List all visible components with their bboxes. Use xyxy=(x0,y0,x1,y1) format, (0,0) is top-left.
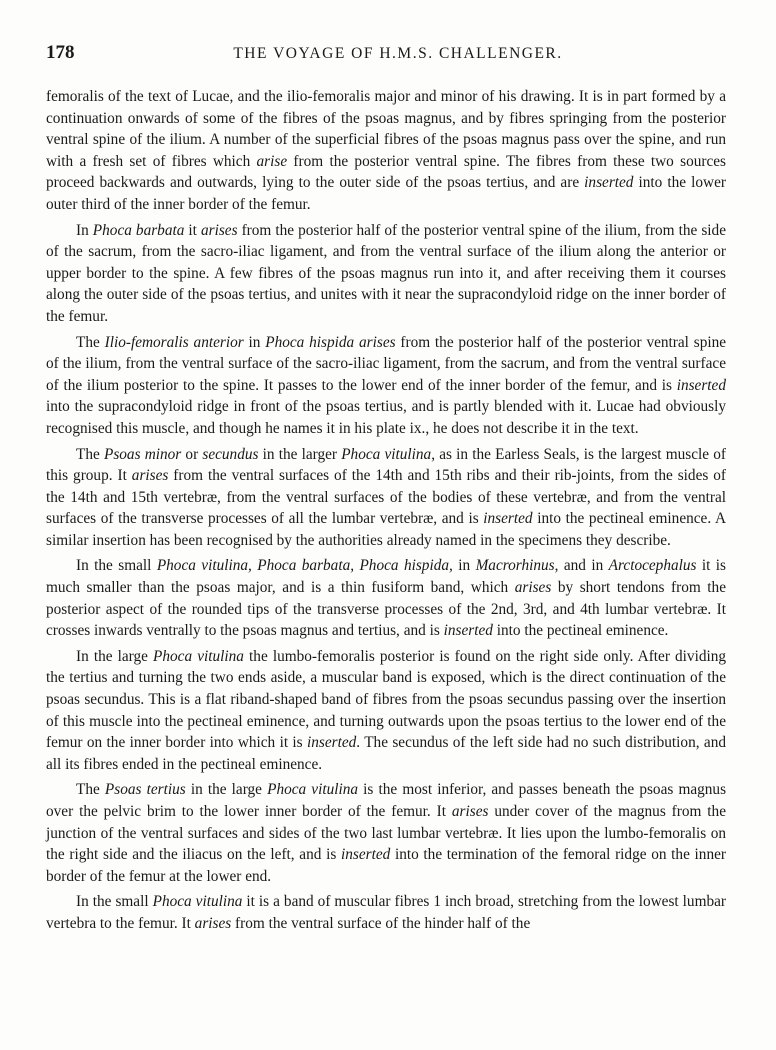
text-run: into the pectineal eminence. xyxy=(492,622,669,640)
italic-term: Phoca vitulina xyxy=(152,893,243,911)
text-run: femoralis of the text of Lucae, and the ilio-femoralis major and minor of his drawing. It is in part formed by a continuation onwards of some of the fibres of the psoas magnus, and by fibres springing from the posterior ventral spine of the ilium. A number of the superficial fibres of the psoas magnus pass over the spine, and run with a fresh set of fibres which xyxy=(46,88,726,170)
paragraph xyxy=(46,86,726,216)
text-run: The xyxy=(76,445,104,463)
text-run: . The secundus of the left side had no such distribution, and all its fibres ended in the pectineal eminence. xyxy=(46,734,726,773)
paragraph xyxy=(46,646,726,776)
paragraph xyxy=(46,891,726,934)
text-run: from the posterior ventral spine. The fibres from these two sources proceed backwards and outwards, lying to the outer side of the psoas tertius, and are xyxy=(46,152,726,192)
italic-term: arises xyxy=(200,221,238,239)
italic-term: arises xyxy=(131,467,169,485)
italic-term: inserted xyxy=(340,846,391,864)
text-run: from the posterior half of the posterior ventral spine of the ilium, from the ventral surface of the sacro-iliac ligament, from the sacrum, and from the ventral surface of the ilium posterior to the spine. It passes to the lower end of the inner border of the femur, and is xyxy=(46,333,727,394)
text-run: In the small xyxy=(76,557,157,575)
italic-term: inserted xyxy=(443,622,493,640)
text-run: from the ventral surface of the hinder half of the xyxy=(231,914,531,932)
text-run: by short tendons from the posterior aspect of the rounded tips of the transverse processes of the 2nd, 3rd, and 4th lumbar vertebræ. It crosses inwards ventrally to the psoas magnus and tertius, and is xyxy=(46,579,726,640)
text-run: , and in xyxy=(554,557,609,575)
italic-term: Psoas minor xyxy=(103,445,182,463)
paragraph xyxy=(46,332,726,440)
italic-term: inserted xyxy=(676,376,726,394)
paragraph xyxy=(46,779,726,887)
italic-term: arises xyxy=(451,803,489,820)
text-run: , as in the Earless Seals, is the largest muscle of this group. It xyxy=(46,445,726,485)
italic-term: inserted xyxy=(584,174,634,192)
text-run: from the posterior half of the posterior ventral spine of the ilium, from the side of the sacrum, from the sacro-iliac ligament, and from the ventral surface of the ilium along the anterior or upper border to the spine. A few fibres of the psoas magnus run into it, and after receiving them it courses along the outer side of the psoas tertius, and unites with it near the supracondyloid ridge on the inner border of the femur. xyxy=(46,221,726,325)
text-run: under cover of the magnus from the junction of the ventral surfaces and sides of the two last lumbar vertebræ. It lies upon the lumbo-femoralis on the right side and the iliacus on the left, and is xyxy=(46,803,726,864)
text-run: it xyxy=(184,221,201,239)
page-header xyxy=(46,42,726,64)
text-run: The xyxy=(76,333,105,351)
italic-term: Phoca barbata xyxy=(92,221,185,239)
italic-term: Macrorhinus xyxy=(475,557,555,575)
text-run: is the most inferior, and passes beneath the psoas magnus over the pelvic brim to the lower inner border of the femur. It xyxy=(46,781,727,820)
italic-term: Phoca hispida xyxy=(265,333,355,351)
italic-term: secundus xyxy=(202,445,259,463)
text-run: into the supracondyloid ridge in front of the psoas tertius, and is partly blended with it. Lucae had obviously recognised this muscle, and though he names it in his plate ix., he does not describe it in the text. xyxy=(46,398,726,437)
text-run: In the large xyxy=(76,647,154,665)
text-run: In xyxy=(76,221,93,239)
text-run: or xyxy=(181,445,203,463)
text-run: into the termination of the femoral ridge on the inner border of the femur at the lower end. xyxy=(46,846,726,885)
paragraph xyxy=(46,444,726,552)
text-run: in the large xyxy=(185,781,268,799)
text-run: from the ventral surfaces of the 14th and 15th ribs and their rib-joints, from the sides of the 14th and 15th vertebræ, from the ventral surfaces of the bodies of these vertebræ, and from the ventral surfaces of the transverse processes of all the lumbar vertebræ, and is xyxy=(46,467,727,528)
text-run: it is much smaller than the psoas major, and is a thin fusiform band, which xyxy=(46,557,726,597)
text-run: in the larger xyxy=(258,445,342,463)
running-head: THE VOYAGE OF H.M.S. CHALLENGER. xyxy=(233,45,563,62)
italic-term: Phoca vitulina, Phoca barbata, Phoca hispida, xyxy=(156,557,453,575)
text-run: in xyxy=(243,333,266,351)
text-run: the lumbo-femoralis posterior is found on the right side only. After dividing the tertius and turning the two ends aside, a muscular band is exposed, which is the direct continuation of the psoas secundus. This is a flat riband-shaped band of fibres from the psoas secundus passing over the insertion of this muscle into the pectineal eminence, and turning outwards upon the psoas tertius to the lower end of the femur on the inner border into which it is xyxy=(46,647,727,752)
italic-term: Phoca vitulina xyxy=(267,781,359,799)
text-run: in xyxy=(452,557,476,575)
italic-term: arises xyxy=(194,914,232,932)
italic-term: arise xyxy=(256,152,288,170)
italic-term: arises xyxy=(514,579,552,597)
text-run: The xyxy=(76,781,105,799)
paragraph xyxy=(46,220,726,328)
text-run: it is a band of muscular fibres 1 inch broad, stretching from the lowest lumbar vertebra to the femur. It xyxy=(46,893,727,932)
italic-term: arises xyxy=(359,333,396,351)
text-run: into the lower outer third of the inner border of the femur. xyxy=(46,174,726,213)
italic-term: inserted xyxy=(307,734,357,752)
body-text xyxy=(46,86,726,935)
italic-term: Ilio-femoralis anterior xyxy=(104,333,244,351)
italic-term: Phoca vitulina xyxy=(153,647,244,665)
italic-term: inserted xyxy=(483,510,533,528)
paragraph xyxy=(46,555,726,641)
text-run: In the small xyxy=(76,893,153,911)
italic-term: Arctocephalus xyxy=(608,557,697,575)
italic-term: Phoca vitulina xyxy=(341,445,432,463)
page-number: 178 xyxy=(46,42,75,63)
text-run: into the pectineal eminence. A similar insertion has been recognised by the authorities already named in the specimens they describe. xyxy=(46,510,726,549)
italic-term: Psoas tertius xyxy=(104,781,186,799)
